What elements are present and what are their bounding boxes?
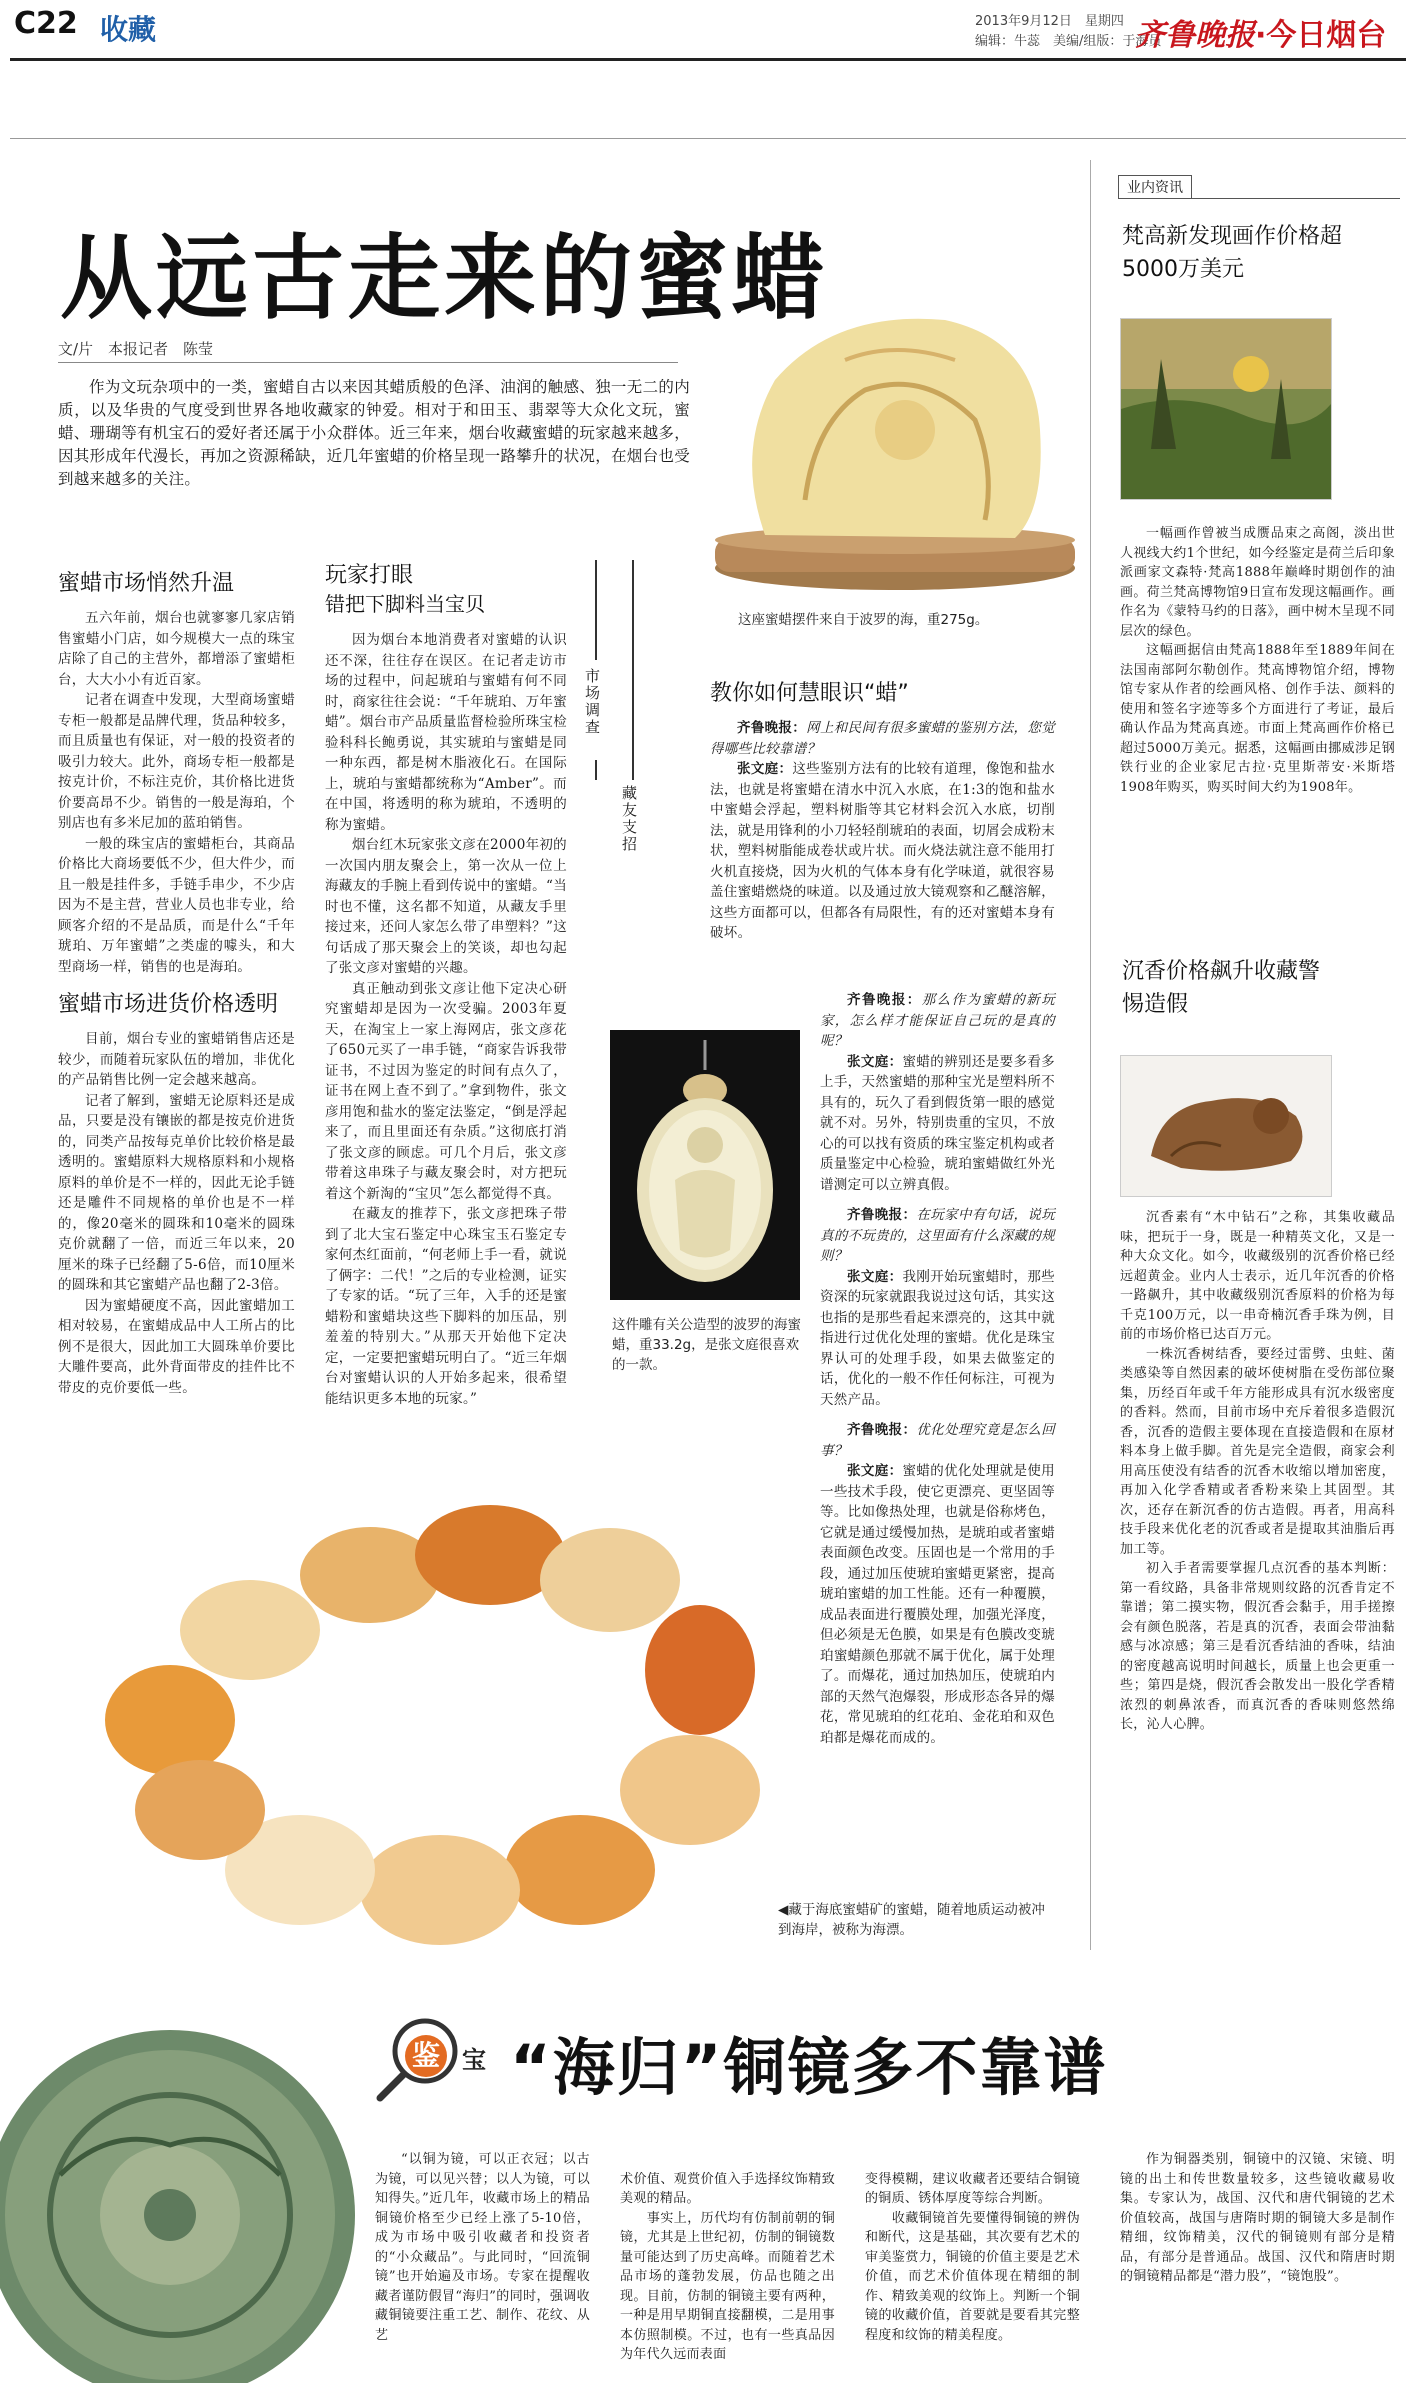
news1-p2: 这幅画据信由梵高1888年至1889年间在法国南部阿尔勒创作。梵高博物馆介绍，博物馆专家从作者的绘画风格、创作手法、颜料的使用和签名字迹等多个方面进行了考证，最后确认作品为梵高真迹。市面上梵高画作价格已超过5000万美元。据悉，这幅画由挪威涉足钢铁行业的企业家尼古拉·克里斯蒂安·米斯塔1908年购买，购买时间大约为1908年。 xyxy=(1120,643,1395,795)
bracelet-beads xyxy=(105,1505,760,1945)
qa-a3 xyxy=(820,1267,1055,1411)
subheading-scrap-as-treasure: 错把下脚料当宝贝 xyxy=(325,592,485,616)
q1-text: 网上和民间有很多蜜蜡的鉴别方法，您觉得哪些比较靠谱？ xyxy=(710,720,1055,757)
sidebar-tag: 业内资讯 xyxy=(1118,175,1192,199)
sidebar-tag-rule xyxy=(1118,198,1400,199)
paper-name: 齐鲁晚报 xyxy=(1135,18,1255,53)
news2-p2: 一株沉香树结香，要经过雷劈、虫蛀、菌类感染等自然因素的破坏使树脂在受伤部位聚集，历经百年或千年方能形成具有沉水级密度的香料。然而，目前市场中充斥着很多造假沉香，沉香的造假主要体现在直接造假和在原材料本身上做手脚。首先是完全造假，商家会利用高压使没有结香的沉香木收缩以增加密度，再加入化学香精或者香粉来染上其固型。其次，还存在新沉香的仿古造假。再者，用高科技手段来优化老的沉香或者是提取其油脂后再加工等。 xyxy=(1120,1346,1395,1557)
byline-rule xyxy=(58,362,678,363)
col1-p2: 记者在调查中发现，大型商场蜜蜡专柜一般都是品牌代理，货品种较多，而且质量也有保证，对一般的投资者的吸引力较大。此外，商场专柜一般都是按克计价，不标注克价，其价格比进货价要高昂不少。销售的一般是海珀，个别店也有多米尼加的蓝珀销售。 xyxy=(58,692,295,831)
bottom-c2: 术价值、观赏价值入手选择纹饰精致美观的精品。 事实上，历代均有仿制前朝的铜镜，尤其是上世纪初，仿制的铜镜数量可能达到了历史高峰。而随着艺术品市场的蓬勃发展，仿品也随之出现。目前，仿制的铜镜主要有两种，一种是用早期铜直接翻模，二是用事本仿照制模。不过，也有一些真品因为年代久远而表面 xyxy=(620,2171,835,2362)
bottom-col-2 xyxy=(620,2150,835,2384)
byline: 文/片 本报记者 陈莹 xyxy=(58,340,214,358)
qa-a4 xyxy=(820,1461,1055,1748)
photo2-caption: 这件雕有关公造型的波罗的海蜜蜡，重33.2g，是张文庭很喜欢的一款。 xyxy=(612,1317,801,1373)
vtag-market-survey: 市场调查 xyxy=(583,668,601,736)
bottom-c3: 变得模糊，建议收藏者还要结合铜镜的铜质、锈体厚度等综合判断。 收藏铜镜首先要懂得铜镜的辨伪和断代，这是基础，其次要有艺术的审美鉴赏力，铜镜的价值主要是艺术价值，而艺术价值体现在精细的制作、精致美观的纹饰上。判断一个铜镜的收藏价值，首要就是要看其完整程度和纹饰的精美程度。 xyxy=(865,2171,1080,2343)
heading-price-transparent: 蜜蜡市场进货价格透明 xyxy=(58,992,279,1017)
column-3-continued xyxy=(820,990,1055,1748)
a3-text: 我刚开始玩蜜蜡时，那些资深的玩家就跟我说过这句话，其实这也指的是那些看起来漂亮的，这其中就指进行过优化处理的蜜蜡。优化是珠宝界认可的处理手段，如果去做鉴定的话，优化的一般不作任何标注，可视为天然产品。 xyxy=(820,1268,1055,1408)
qa-q3 xyxy=(820,1205,1055,1267)
a1-label: 张文庭： xyxy=(737,761,793,777)
qa-q4 xyxy=(820,1420,1055,1461)
qa-q2 xyxy=(820,990,1055,1052)
paper-logo xyxy=(1135,10,1386,54)
a4-label: 张文庭： xyxy=(847,1463,903,1479)
photo-agarwood-carving xyxy=(1120,1055,1332,1197)
news1-p1: 一幅画作曾被当成赝品束之高阁，淡出世人视线大约1个世纪，如今经鉴定是荷兰后印象派画家文森特·梵高1888年巅峰时期创作的油画。荷兰梵高博物馆9日宣布发现这幅画作。画作名为《蒙特马约的日落》，画中树木呈现不同层次的绿色。 xyxy=(1120,526,1395,639)
heading-identify-amber: 教你如何慧眼识“蜡” xyxy=(710,681,909,706)
a4-text: 蜜蜡的优化处理就是使用一些技术手段，使它更漂亮、更坚固等等。比如像热处理，也就是俗称烤色，它就是通过缓慢加热，是琥珀或者蜜蜡表面颜色改变。压固也是一个常用的手段，通过加压使琥珀蜜蜡更紧密，提高琥珀蜜蜡的加工性能。还有一种覆膜，成品表面进行覆膜处理，加强光泽度，但必须是无色膜，如果是有色膜改变琥珀蜜蜡颜色那就不属于优化，属于处理了。而爆花，通过加热加压，使琥珀内部的天然气泡爆裂，形成形态各异的爆花，常见琥珀的红花珀、金花珀和双色珀都是爆花而成的。 xyxy=(820,1463,1055,1746)
header-rule-thin xyxy=(10,138,1406,139)
news1-title: 梵高新发现画作价格超5000万美元 xyxy=(1122,224,1343,282)
news2-p1: 沉香素有“木中钻石”之称，其集收藏品味，把玩于一身，既是一种精英文化，又是一种大众文化。如今，收藏级别的沉香价格已经远超黄金。业内人士表示，近几年沉香的价格一路飙升，其中收藏级别沉香原料的价格为每千克100万元，以一串奇楠沉香手珠为例，目前的市场价格已达百万元。 xyxy=(1120,1210,1395,1342)
lead-paragraph xyxy=(58,376,690,491)
heading-market-warming: 蜜蜡市场悄然升温 xyxy=(58,571,235,596)
news2-p3: 初入手者需要掌握几点沉香的基本判断：第一看纹路，具备非常规则纹路的沉香肯定不靠谱；第二摸实物，假沉香会黏手，用手搓擦会有颜色脱落，若是真的沉香，表面会带油黏感与冰凉感；第三是看沉香结油的香味，结油的密度越高说明时间越长，质量上也会更重一些；第四是烧，假沉香会散发出一股化学香精浓烈的刺鼻浓香，而真沉香的香味则悠然绵长，沁人心脾。 xyxy=(1120,1561,1395,1732)
column-divider-2 xyxy=(595,760,597,780)
a3-label: 张文庭： xyxy=(847,1268,903,1285)
col2-p3: 真正触动到张文彦让他下定决心研究蜜蜡却是因为一次受骗。2003年夏天，在淘宝上一家上海网店，张文彦花了650元买了一串手链，“商家告诉我带证书，不过因为鉴定的时间有点久了，证书在网上查不到了。”拿到物件，张文彦用饱和盐水的鉴定法鉴定，“倒是浮起来了，而且里面还有杂质。”这彻底打消了张文彦的顾虑。可几个月后，张文彦带着这串珠子与藏友聚会时，对方把玩着这个新淘的“宝贝”怎么都觉得不真。 xyxy=(325,980,567,1202)
heading-player-misjudge: 玩家打眼 xyxy=(325,563,414,588)
q4-label: 齐鲁晚报： xyxy=(847,1422,917,1438)
column-2 xyxy=(325,562,567,1409)
photo-amber-carving xyxy=(695,300,1090,600)
news2-body xyxy=(1120,1208,1395,1735)
photo3-caption: ◀藏于海底蜜蜡矿的蜜蜡，随着地质运动被冲到海岸，被称为海漂。 xyxy=(778,1902,1045,1938)
column-3 xyxy=(710,680,1055,944)
lead-text: 作为文玩杂项中的一类，蜜蜡自古以来因其蜡质般的色泽、油润的触感、独一无二的内质，以及华贵的气度受到世界各地收藏家的钟爱。相对于和田玉、翡翠等大众化文玩，蜜蜡、珊瑚等有机宝石的爱好者还属于小众群体。近三年来，烟台收藏蜜蜡的玩家越来越多，因其形成年代漫长，再加之资源稀缺，近几年蜜蜡的价格呈现一路攀升的状况，在烟台也受到越来越多的关注。 xyxy=(58,378,691,488)
sidebar-divider xyxy=(1090,160,1091,1950)
section-name: 收藏 xyxy=(100,13,157,46)
kicker-jian: 鉴 xyxy=(405,2035,447,2077)
vtag-collector-tips: 藏友支招 xyxy=(620,785,638,853)
photo-guan-gong-pendant xyxy=(610,1030,800,1300)
q4-text: 优化处理究竟是怎么回事？ xyxy=(820,1422,1056,1459)
page-number: C22 xyxy=(14,6,78,41)
q3-label: 齐鲁晚报： xyxy=(847,1207,917,1223)
a2-label: 张文庭： xyxy=(847,1053,903,1070)
news1-body xyxy=(1120,524,1395,797)
bottom-c4: 作为铜器类别，铜镜中的汉镜、宋镜、明镜的出土和传世数量较多，这些镜收藏易收集。专家认为，战国、汉代和唐代铜镜的艺术价值较高，战国与唐隋时期的铜镜大多是制作精细，纹饰精美，汉代的铜镜则有部分是精品，有部分是普通品。战国、汉代和隋唐时期的铜镜精品都是“潜力股”，“镜饱股”。 xyxy=(1120,2152,1395,2284)
bottom-col-4 xyxy=(1120,2150,1395,2287)
bronze-mirror-photo xyxy=(0,1995,375,2383)
photo1-caption: 这座蜜蜡摆件来自于波罗的海，重275g。 xyxy=(738,612,989,628)
a1-text: 这些鉴别方法有的比较有道理，像饱和盐水法，也就是将蜜蜡在清水中沉入水底，在1:3的饱和盐水中蜜蜡会浮起，塑料树脂等其它材料会沉入水底，切削法，就是用锋利的小刀轻轻削琥珀的表面，切屑会成粉末状，塑料树脂能成卷状或片状。而火烧法就注意不能用打火机直接烧，因为火机的气体本身有化学味道，就很容易盖住蜜蜡燃烧的味道。以及通过放大镜观察和乙醚溶解，这些方面都可以，但都各有局限性，有的还对蜜蜡本身有破坏。 xyxy=(710,761,1055,941)
column-1 xyxy=(58,570,295,1398)
kicker-bao: 宝 xyxy=(462,2046,486,2074)
article-title: 从远古走来的蜜蜡 xyxy=(60,225,829,332)
bottom-col-1 xyxy=(375,2150,590,2345)
bottom-col-3 xyxy=(865,2150,1080,2365)
col1-p1: 五六年前，烟台也就寥寥几家店销售蜜蜡小门店，如今规模大一点的珠宝店除了自己的主营外，都增添了蜜蜡柜台，大大小小有近百家。 xyxy=(58,610,295,688)
a2-text: 蜜蜡的辨别还是要多看多上手，天然蜜蜡的那种宝光是塑料所不具有的，玩久了看到假货第一眼的感觉就不对。另外，特别贵重的宝贝，不放心的可以找有资质的珠宝鉴定机构或者质量鉴定中心检验，琥珀蜜蜡做红外光谱测定可以立辨真假。 xyxy=(820,1053,1055,1193)
bottom-article-title: “海归”铜镜多不靠谱 xyxy=(510,2031,1108,2104)
col2-p1: 因为烟台本地消费者对蜜蜡的认识还不深，往往存在误区。在记者走访市场的过程中，问起琥珀与蜜蜡有何不同时，商家往往会说：“千年琥珀、万年蜜蜡”。烟台市产品质量监督检验所珠宝检验科科长鲍勇说，其实琥珀与蜜蜡是同一种东西，都是树木脂液化石。在国际上，琥珀与蜜蜡都统称为“Amber”。而在中国，将透明的称为琥珀，不透明的称为蜜蜡。 xyxy=(325,632,567,833)
column-divider-3 xyxy=(632,560,634,780)
q2-label: 齐鲁晚报： xyxy=(847,992,922,1008)
photo-van-gogh-painting xyxy=(1120,318,1332,500)
photo-amber-bracelet xyxy=(50,1490,810,1950)
col1-p6: 因为蜜蜡硬度不高，因此蜜蜡加工相对较易，在蜜蜡成品中人工所占的比例不是很大，因此加工大圆珠单价要比大雕件要高，此外背面带皮的挂件比不带皮的克价要低一些。 xyxy=(58,1297,295,1396)
edition-name: ·今日烟台 xyxy=(1255,18,1387,53)
column-divider-1 xyxy=(595,560,597,660)
q3-text: 在玩家中有句话，说玩真的不玩贵的，这里面有什么深藏的规则？ xyxy=(820,1207,1056,1264)
q2-text: 那么作为蜜蜡的新玩家，怎么样才能保证自己玩的是真的呢？ xyxy=(820,992,1056,1049)
news2-title: 沉香价格飙升收藏警惕造假 xyxy=(1122,959,1321,1017)
col1-p3: 一般的珠宝店的蜜蜡柜台，其商品价格比大商场要低不少，但大件少，而且一般是挂件多，手链手串少，不少店因为不是主营，营业人员也非专业，给顾客介绍的不是品质，而是什么“千年琥珀、万年蜜蜡”之类虚的噱头，和大型商场一样，销售的也是海珀。 xyxy=(58,835,295,975)
qa-a1 xyxy=(710,759,1055,944)
col2-p2: 烟台红木玩家张文彦在2000年初的一次国内朋友聚会上，第一次从一位上海藏友的手腕上看到传说中的蜜蜡。“当时也不懂，这名都不知道，从藏友手里接过来，还问人家怎么带了串塑料？”这句话成了那天聚会上的笑谈，却也勾起了张文彦对蜜蜡的兴趣。 xyxy=(325,837,567,976)
qa-a2 xyxy=(820,1052,1055,1196)
bottom-c1: “以铜为镜，可以正衣冠；以古为镜，可以见兴替；以人为镜，可以知得失。”近几年，收藏市场上的精品铜镜价格至少已经上涨了5-10倍，成为市场中吸引收藏者和投资者的“小众藏品”。与此同时，“回流铜镜”也开始遍及市场。专家在提醒收藏者谨防假冒“海归”的同时，强调收藏铜镜要注重工艺、制作、花纹、从艺 xyxy=(375,2152,590,2343)
q1-label: 齐鲁晚报： xyxy=(737,720,807,736)
header-rule xyxy=(10,58,1406,61)
col1-p5: 记者了解到，蜜蜡无论原料还是成品，只要是没有镶嵌的都是按克价进货的，同类产品按每克单价比较价格是最透明的。蜜蜡原料大规格原料和小规格原料的单价是不一样的，因此无论手链还是雕件不同规格的单价也是不一样的，像20毫米的圆珠和10毫米的圆珠克价就翻了一倍，而近三年以来，20厘米的珠子已经翻了5-6倍，而10厘米的圆珠和其它蜜蜡产品也翻了2-3倍。 xyxy=(58,1092,295,1293)
col1-p4: 目前，烟台专业的蜜蜡销售店还是较少，而随着玩家队伍的增加，非优化的产品销售比例一定会越来越高。 xyxy=(58,1031,295,1088)
editor-line: 编辑：牛蕊 美编/组版：于海员 xyxy=(975,34,1162,49)
col2-p4: 在藏友的推荐下，张文彦把珠子带到了北大宝石鉴定中心珠宝玉石鉴定专家何杰红面前，“何老师上手一看，就说了俩字：二代！”之后的专业检测，证实了专家的话。“玩了三年，入手的还是蜜蜡粉和蜜蜡块这些下脚料的加压品，别羞羞的特别大。”从那天开始他下定决定，一定要把蜜蜡玩明白了。“近三年烟台对蜜蜡认识的人开始多起来，很希望能结识更多本地的玩家。” xyxy=(325,1206,567,1407)
qa-q1 xyxy=(710,718,1055,759)
date-line: 2013年9月12日 星期四 xyxy=(975,14,1124,29)
